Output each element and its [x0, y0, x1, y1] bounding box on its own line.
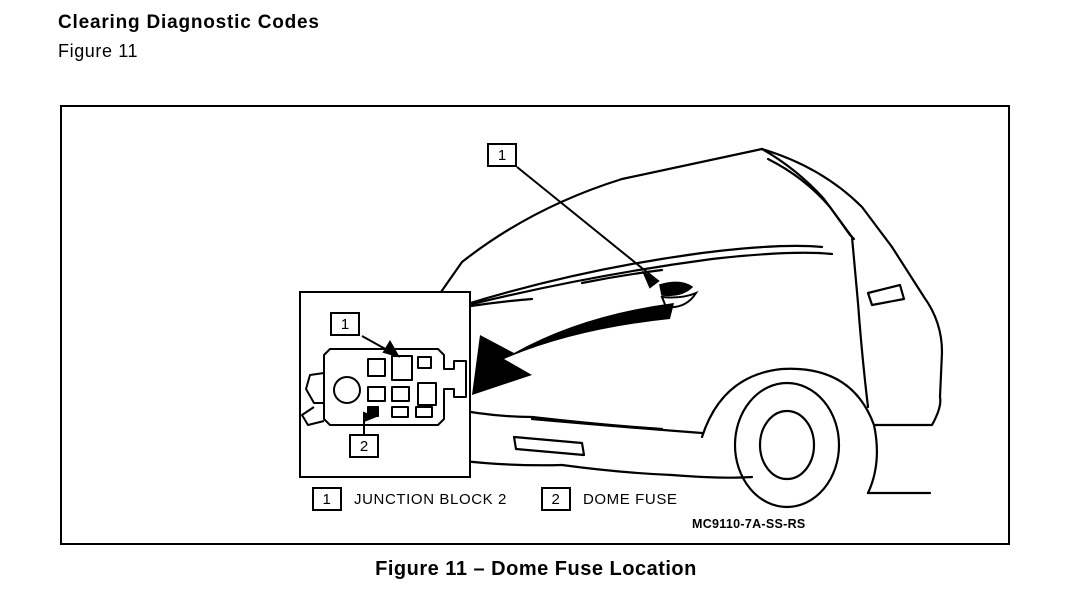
legend-number-2: 2	[541, 487, 571, 511]
callout-2-dome-fuse: 2	[349, 434, 379, 458]
figure-legend	[312, 487, 712, 511]
dome-fuse-location-illustration	[62, 107, 1012, 547]
zoom-arrow	[472, 303, 674, 395]
legend-number-1: 1	[312, 487, 342, 511]
detail-view-frame	[300, 292, 470, 477]
page-title: Clearing Diagnostic Codes	[58, 12, 320, 33]
figure-caption: Figure 11 – Dome Fuse Location	[375, 558, 697, 580]
figure-subtitle: Figure 11	[58, 41, 139, 61]
drawing-part-number: MC9110-7A-SS-RS	[692, 517, 806, 531]
legend-label-1: JUNCTION BLOCK 2	[354, 490, 507, 508]
legend-label-2: DOME FUSE	[582, 490, 678, 508]
junction-block-location-marker	[660, 282, 696, 307]
callout-1-leader-line	[517, 167, 658, 287]
callout-1-car: 1	[487, 143, 517, 167]
callout-1-junction-block: 1	[330, 312, 360, 336]
figure-frame	[60, 105, 1010, 545]
